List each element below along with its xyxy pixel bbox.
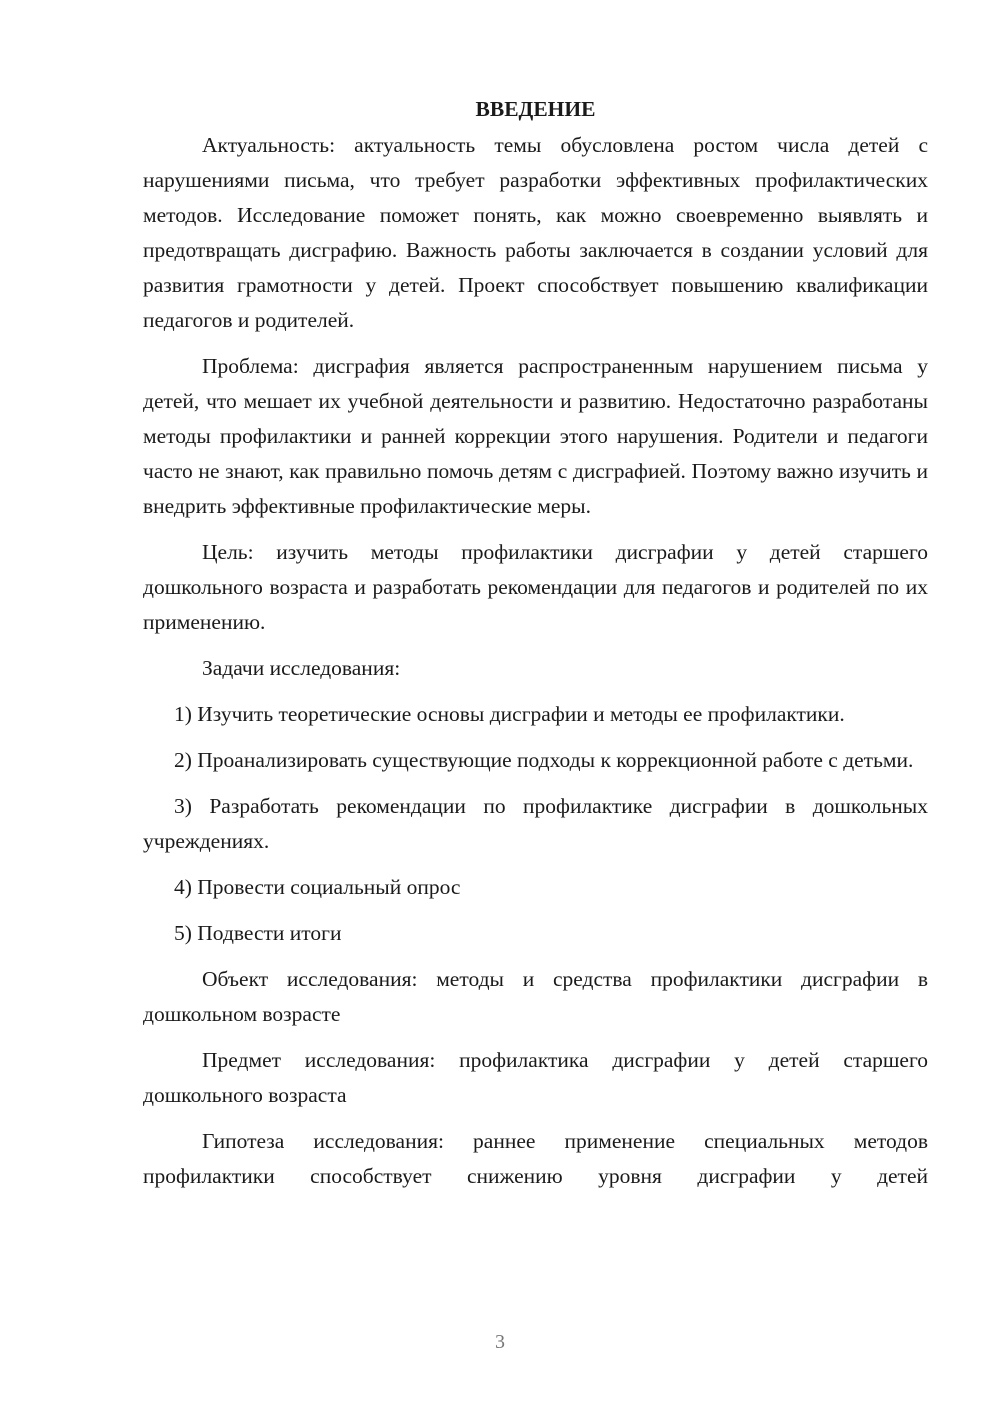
paragraph-hypothesis: Гипотеза исследования: раннее применение специальных методов профилактики способствует снижению уровня дисграфии у детей (143, 1129, 928, 1188)
task-item: 2) Проанализировать существующие подходы к коррекционной работе с детьми. (174, 748, 914, 772)
section-heading: ВВЕДЕНИЕ (475, 97, 596, 121)
task-item: 1) Изучить теоретические основы дисграфии и методы ее профилактики. (174, 702, 845, 726)
paragraph-goal: Цель: изучить методы профилактики дисграфии у детей старшего дошкольного возраста и разработать рекомендации для педагогов и родителей по их применению. (143, 540, 928, 634)
paragraph-problem: Проблема: дисграфия является распространенным нарушением письма у детей, что мешает их учебной деятельности и развитию. Недостаточно разработаны методы профилактики и ранней коррекции этого нарушения. Родители и педагоги часто не знают, как правильно помочь детям с дисграфией. Поэтому важно изучить и внедрить эффективные профилактические меры. (143, 354, 928, 518)
task-item: 3) Разработать рекомендации по профилактике дисграфии в дошкольных учреждениях. (143, 794, 928, 853)
paragraph-object: Объект исследования: методы и средства профилактики дисграфии в дошкольном возрасте (143, 967, 928, 1026)
page-number: 3 (495, 1331, 505, 1353)
task-item: 5) Подвести итоги (174, 921, 342, 945)
document-page (143, 92, 928, 1194)
tasks-label: Задачи исследования: (202, 656, 401, 680)
task-item: 4) Провести социальный опрос (174, 875, 461, 899)
paragraph-relevance: Актуальность: актуальность темы обусловлена ростом числа детей с нарушениями письма, что требует разработки эффективных профилактических методов. Исследование поможет понять, как можно своевременно выявлять и предотвращать дисграфию. Важность работы заключается в создании условий для развития грамотности у детей. Проект способствует повышению квалификации педагогов и родителей. (143, 133, 928, 332)
paragraph-subject: Предмет исследования: профилактика дисграфии у детей старшего дошкольного возраста (143, 1048, 928, 1107)
